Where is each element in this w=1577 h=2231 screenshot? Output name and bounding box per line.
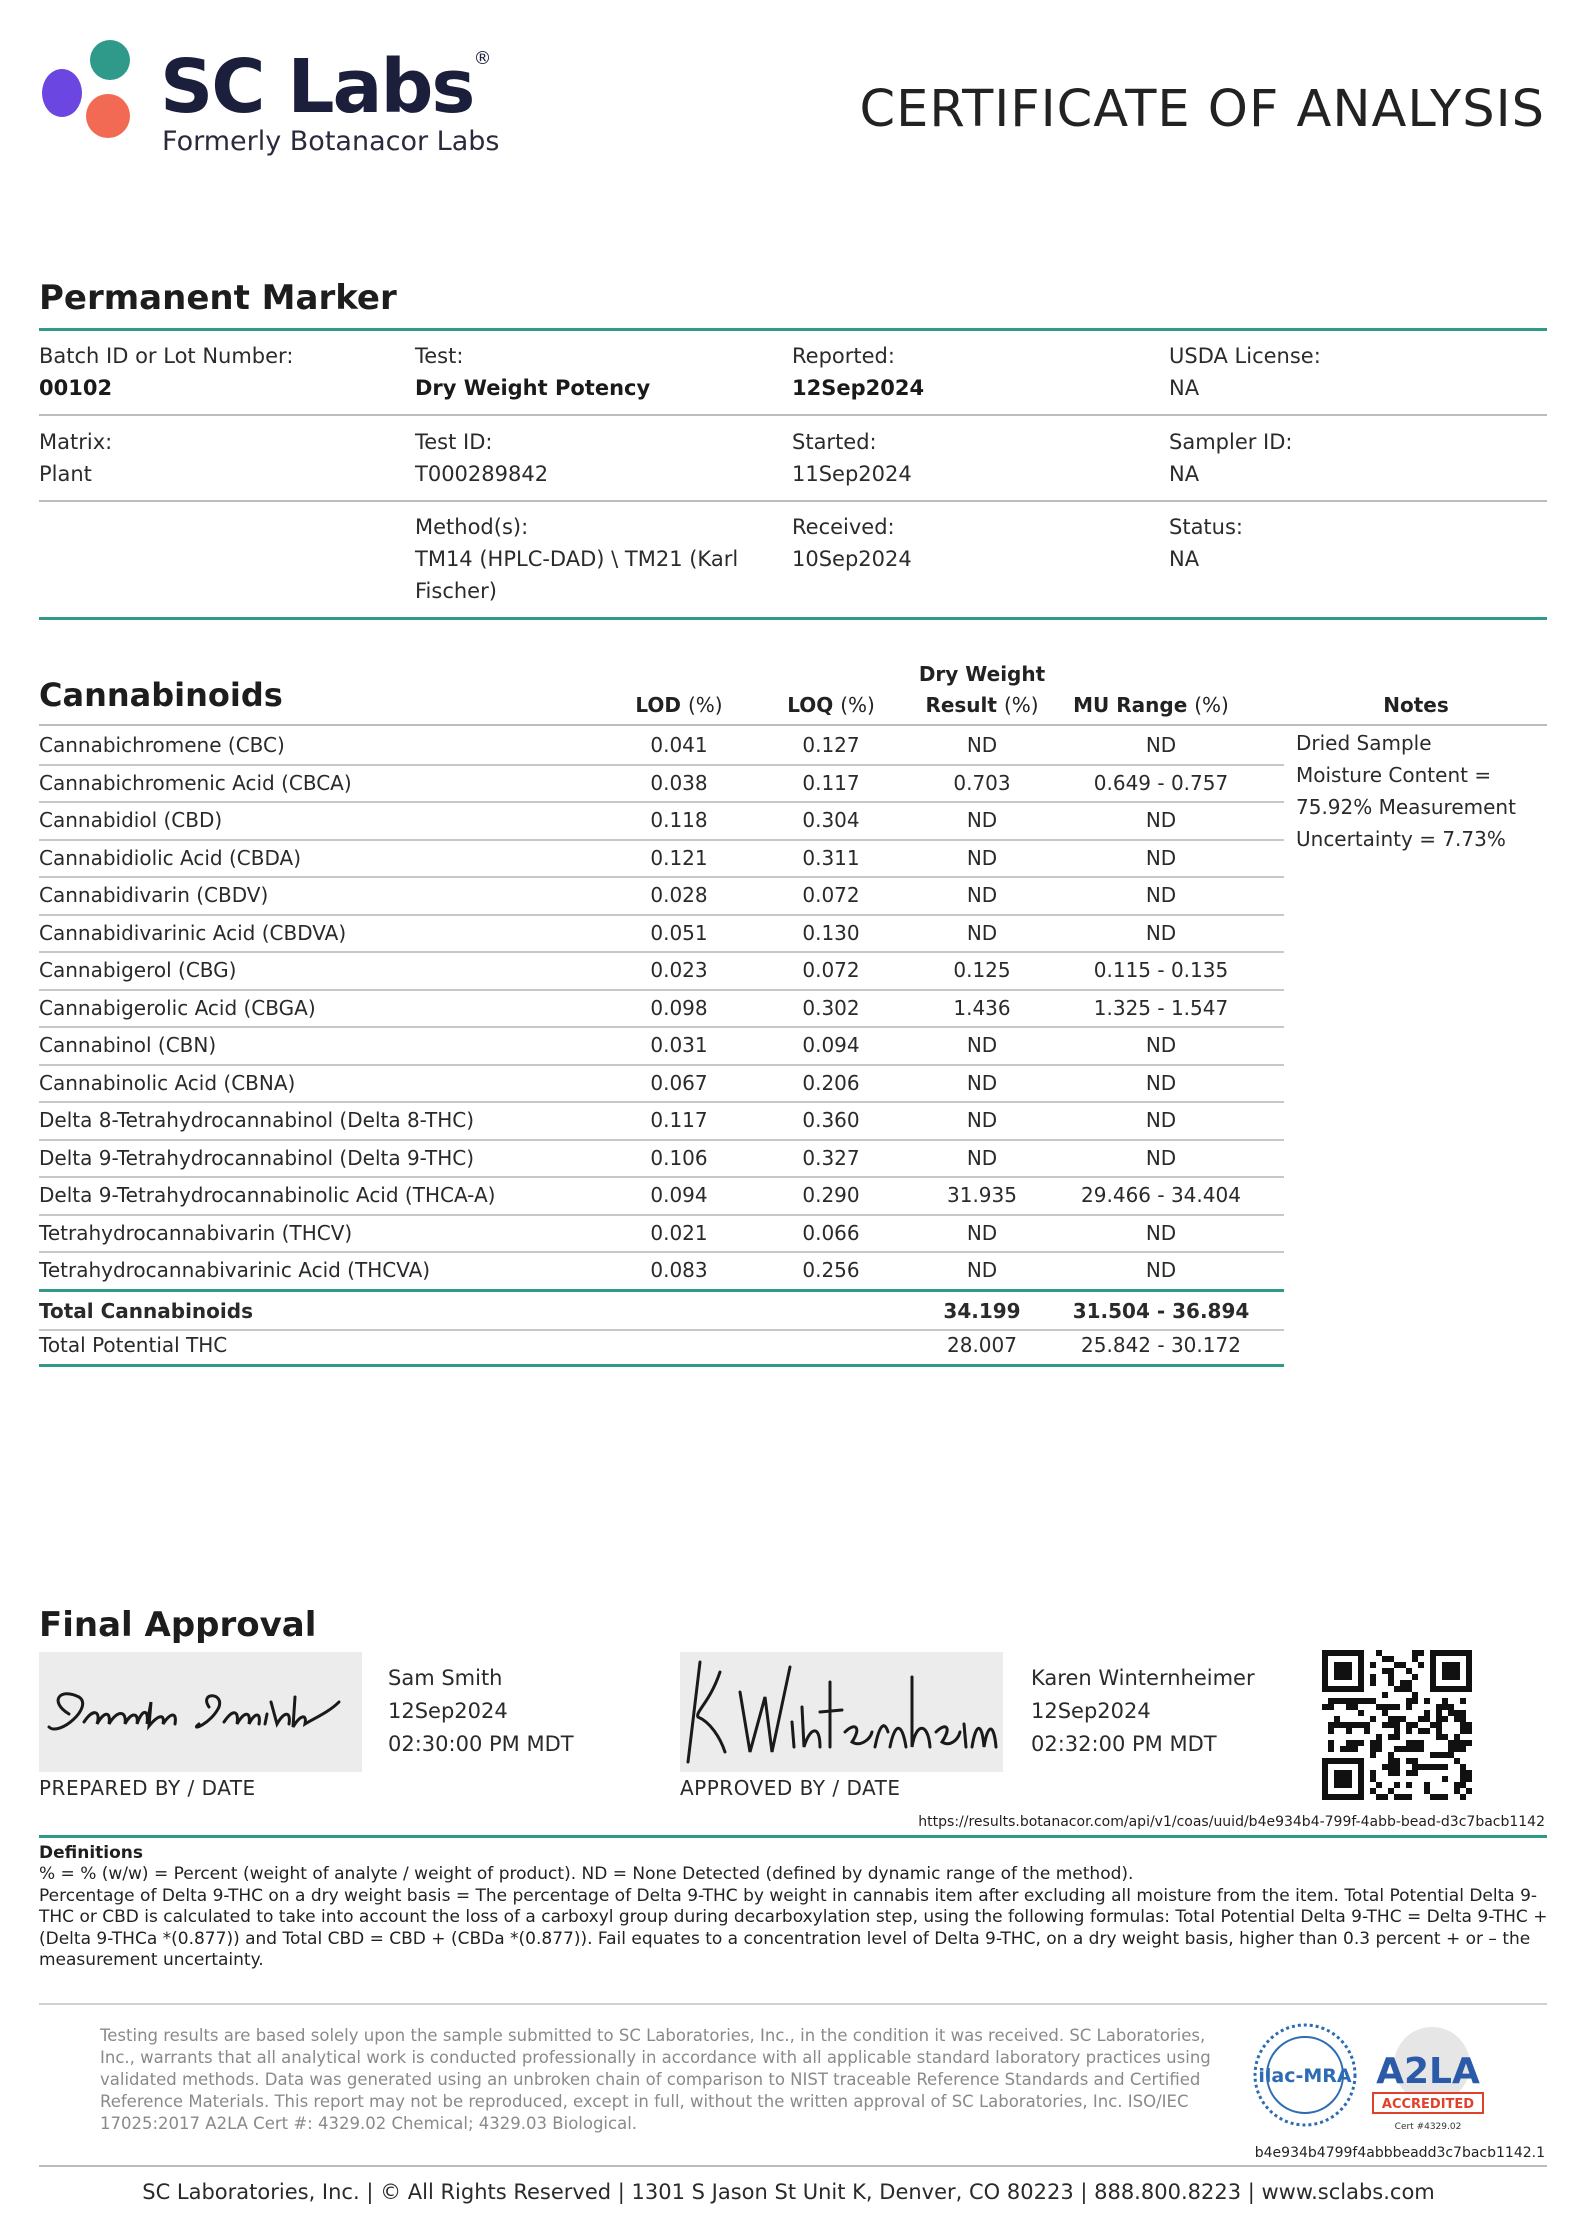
cell-mu: ND	[1145, 808, 1177, 832]
cell-name: Cannabidivarinic Acid (CBDVA)	[39, 920, 347, 945]
approver-time: 02:32:00 PM MDT	[1031, 1732, 1217, 1756]
definitions-title: Definitions	[39, 1843, 144, 1863]
cell-result: ND	[966, 1033, 998, 1057]
logo-dot-coral	[86, 94, 130, 138]
cell-result: 1.436	[953, 995, 1011, 1020]
cell-lod: 0.041	[650, 733, 708, 757]
cell-mu: 25.842 - 30.172	[1081, 1333, 1241, 1357]
divider	[39, 328, 1547, 331]
table-row	[39, 951, 1284, 991]
definition-line: % = % (w/w) = Percent (weight of analyte / weight of product). ND = None Detected (defined by dynamic range of the method).	[39, 1864, 1134, 1884]
cell-result: ND	[966, 733, 998, 757]
col-header-notes: Notes	[1383, 693, 1449, 717]
cell-mu: 1.325 - 1.547	[1093, 995, 1229, 1020]
table-row	[39, 764, 1284, 804]
cell-result: 28.007	[947, 1333, 1017, 1357]
cell-name: Cannabichromene (CBC)	[39, 733, 285, 757]
table-row	[39, 989, 1284, 1029]
cell-mu: ND	[1145, 845, 1177, 870]
cell-lod: 0.028	[650, 883, 708, 907]
svg-text:Cert #4329.02: Cert #4329.02	[1394, 2122, 1462, 2132]
table-row	[39, 1251, 1284, 1291]
cell-name: Delta 9-Tetrahydrocannabinol (Delta 9-THC)	[39, 1145, 475, 1170]
cell-name: Delta 8-Tetrahydrocannabinol (Delta 8-THC)	[39, 1108, 475, 1132]
disclaimer-text: Testing results are based solely upon the sample submitted to SC Laboratories, Inc., in the condition it was received. SC Laboratories, Inc., warrants that all analytical work is conducted professionally in accordance with all applicable standard laboratory practices using validated methods. Data was generated using an unbroken chain of comparison to NIST traceable Reference Standards and Certified Reference Materials. This report may not be reproduced, except in full, without the written approval of SC Laboratories, Inc. ISO/IEC 17025:2017 A2LA Cert #: 4329.02 Chemical; 4329.03 Biological.	[100, 2026, 1211, 2133]
table-row	[39, 1176, 1284, 1216]
cell-loq: 0.360	[802, 1108, 860, 1132]
cell-mu: 0.115 - 0.135	[1093, 958, 1229, 982]
table-row	[39, 1214, 1284, 1254]
divider	[39, 617, 1547, 620]
cell-loq: 0.094	[802, 1033, 860, 1057]
cell-loq: 0.206	[802, 1070, 860, 1095]
col-header-result: Dry Weight Result (%)	[918, 662, 1046, 717]
cell-lod: 0.051	[650, 920, 708, 945]
approver-name: Karen Winternheimer	[1031, 1666, 1255, 1690]
page-footer: SC Laboratories, Inc. | © All Rights Reserved | 1301 S Jason St Unit K, Denver, CO 80223 | 888.800.8223 | www.sclabs.com	[142, 2180, 1435, 2204]
ilac-mra-seal-icon	[1250, 2020, 1360, 2130]
table-row	[39, 876, 1284, 916]
cell-result: ND	[966, 1220, 998, 1245]
preparer-signature-icon	[39, 1652, 362, 1772]
brand-subtitle: Formerly Botanacor Labs	[162, 126, 500, 157]
cell-loq: 0.256	[802, 1258, 860, 1282]
methods-field: Method(s): TM14 (HPLC-DAD) \ TM21 (Karl Fischer)	[415, 515, 739, 603]
cell-mu: ND	[1145, 1145, 1177, 1170]
sampler-field: Sampler ID: NA	[1169, 430, 1293, 486]
batch-field: Batch ID or Lot Number: 00102	[39, 344, 294, 400]
cell-loq: 0.302	[802, 995, 860, 1020]
cell-name: Tetrahydrocannabivarin (THCV)	[39, 1220, 353, 1245]
started-field: Started: 11Sep2024	[792, 430, 912, 486]
cell-lod: 0.031	[650, 1033, 708, 1057]
col-header-mu-range: MU Range (%)	[1073, 693, 1229, 717]
document-title: CERTIFICATE OF ANALYSIS	[859, 80, 1545, 139]
cell-lod: 0.117	[650, 1108, 708, 1132]
cell-lod: 0.021	[650, 1220, 708, 1245]
cell-mu: ND	[1145, 1070, 1177, 1095]
cell-name: Cannabinol (CBN)	[39, 1033, 217, 1057]
approver-date: 12Sep2024	[1031, 1699, 1151, 1723]
logo-dot-teal	[90, 40, 130, 80]
cell-mu: ND	[1145, 1258, 1177, 1282]
cell-loq: 0.304	[802, 808, 860, 832]
brand-logo-icon	[40, 38, 140, 143]
total-thc-row	[39, 1326, 1284, 1367]
cell-loq: 0.127	[802, 733, 860, 757]
cell-result: ND	[966, 920, 998, 945]
coa-url[interactable]: https://results.botanacor.com/api/v1/coas/uuid/b4e934b4-799f-4abb-bead-d3c7bacb1142	[918, 1814, 1545, 1830]
cell-name: Cannabidivarin (CBDV)	[39, 883, 269, 907]
cell-lod: 0.083	[650, 1258, 708, 1282]
divider	[39, 1835, 1547, 1838]
cell-loq: 0.072	[802, 883, 860, 907]
cell-name: Cannabichromenic Acid (CBCA)	[39, 770, 352, 795]
a2la-accredited-seal-icon	[1370, 2025, 1485, 2135]
preparer-time: 02:30:00 PM MDT	[388, 1732, 574, 1756]
cell-name: Cannabigerolic Acid (CBGA)	[39, 995, 316, 1020]
cell-lod: 0.094	[650, 1183, 708, 1207]
cell-lod: 0.106	[650, 1145, 708, 1170]
section-title-final-approval: Final Approval	[39, 1605, 317, 1645]
table-row	[39, 726, 1284, 766]
reported-field: Reported: 12Sep2024	[792, 344, 925, 400]
svg-text:ilac-MRA: ilac-MRA	[1258, 2065, 1352, 2087]
cell-result: 34.199	[943, 1298, 1021, 1323]
qr-code-icon[interactable]	[1322, 1650, 1472, 1800]
logo-dot-purple	[42, 69, 82, 117]
table-row	[39, 1064, 1284, 1104]
cell-mu: ND	[1145, 1108, 1177, 1132]
preparer-caption: PREPARED BY / DATE	[39, 1776, 256, 1800]
approver-details	[1031, 1662, 1255, 1761]
cell-loq: 0.311	[802, 845, 860, 870]
cell-mu: ND	[1145, 883, 1177, 907]
col-header-lod: LOD (%)	[635, 693, 723, 717]
cell-name: Cannabidiol (CBD)	[39, 808, 223, 832]
cell-result: ND	[966, 845, 998, 870]
document-hash: b4e934b4799f4abbbeadd3c7bacb1142.1	[1254, 2145, 1545, 2161]
col-header-loq: LOQ (%)	[787, 693, 875, 717]
cell-mu: ND	[1145, 1220, 1177, 1245]
divider	[39, 2003, 1547, 2005]
table-notes: Dried Sample Moisture Content = 75.92% Measurement Uncertainty = 7.73%	[1296, 731, 1516, 851]
divider	[39, 2165, 1547, 2167]
cell-name: Delta 9-Tetrahydrocannabinolic Acid (THCA-A)	[39, 1183, 496, 1207]
cell-lod: 0.121	[650, 845, 708, 870]
cell-lod: 0.038	[650, 770, 708, 795]
cell-result: ND	[966, 1070, 998, 1095]
cell-name: Cannabigerol (CBG)	[39, 958, 237, 982]
cell-result: ND	[966, 883, 998, 907]
cell-mu: 29.466 - 34.404	[1081, 1183, 1241, 1207]
definition-line: Percentage of Delta 9-THC on a dry weight basis = The percentage of Delta 9-THC by weight in cannabis item after excluding all moisture from the item. Total Potential Delta 9-THC or CBD is calculated to take into account the loss of a carboxyl group during decarboxylation step, using the following formulas: Total Potential Delta 9-THC = Delta 9-THC + (Delta 9-THCa *(0.877)) and Total CBD = CBD + (CBDa *(0.877)). Fail equates to a concentration level of Delta 9-THC, on a dry weight basis, higher than 0.3 percent + or – the measurement uncertainty.	[39, 1885, 1548, 1970]
table-row	[39, 1139, 1284, 1179]
approver-caption: APPROVED BY / DATE	[680, 1776, 901, 1800]
cell-lod: 0.098	[650, 995, 708, 1020]
brand-registered-mark: ®	[473, 48, 492, 69]
approver-signature-icon	[680, 1652, 1003, 1772]
cell-loq: 0.117	[802, 770, 860, 795]
approver-signature-image	[680, 1652, 1003, 1772]
table-row	[39, 801, 1284, 841]
cell-name: Tetrahydrocannabivarinic Acid (THCVA)	[39, 1258, 431, 1282]
product-name: Permanent Marker	[39, 278, 397, 318]
cell-loq: 0.072	[802, 958, 860, 982]
status-field: Status: NA	[1169, 515, 1243, 571]
cell-mu: ND	[1145, 733, 1177, 757]
table-row	[39, 839, 1284, 879]
cell-loq: 0.290	[802, 1183, 860, 1207]
svg-text:ACCREDITED: ACCREDITED	[1381, 2097, 1475, 2112]
preparer-name: Sam Smith	[388, 1666, 503, 1690]
cell-name: Total Cannabinoids	[39, 1298, 253, 1323]
cell-loq: 0.066	[802, 1220, 860, 1245]
cell-loq: 0.130	[802, 920, 860, 945]
cell-result: 31.935	[947, 1183, 1017, 1207]
test-id-field: Test ID: T000289842	[415, 430, 549, 486]
cell-lod: 0.023	[650, 958, 708, 982]
test-field: Test: Dry Weight Potency	[415, 344, 651, 400]
preparer-signature-image	[39, 1652, 362, 1772]
cell-name: Cannabidiolic Acid (CBDA)	[39, 845, 301, 870]
usda-field: USDA License: NA	[1169, 344, 1321, 400]
preparer-details	[388, 1662, 574, 1761]
received-field: Received: 10Sep2024	[792, 515, 912, 571]
cell-mu: 0.649 - 0.757	[1093, 770, 1229, 795]
cell-lod: 0.118	[650, 808, 708, 832]
cell-result: ND	[966, 1108, 998, 1132]
table-row	[39, 1101, 1284, 1141]
table-row	[39, 914, 1284, 954]
cell-result: ND	[966, 808, 998, 832]
divider	[39, 414, 1547, 416]
svg-text:A2LA: A2LA	[1376, 2051, 1480, 2092]
cell-result: ND	[966, 1258, 998, 1282]
preparer-date: 12Sep2024	[388, 1699, 508, 1723]
section-title-cannabinoids: Cannabinoids	[39, 676, 283, 714]
cell-loq: 0.327	[802, 1145, 860, 1170]
cell-mu: ND	[1145, 1033, 1177, 1057]
cell-result: ND	[966, 1145, 998, 1170]
cell-mu: 31.504 - 36.894	[1072, 1298, 1250, 1323]
cell-mu: ND	[1145, 920, 1177, 945]
cell-result: 0.703	[953, 770, 1011, 795]
cell-lod: 0.067	[650, 1070, 708, 1095]
cell-result: 0.125	[953, 958, 1011, 982]
cell-name: Cannabinolic Acid (CBNA)	[39, 1070, 296, 1095]
divider	[39, 500, 1547, 502]
table-row	[39, 1026, 1284, 1066]
definitions-body	[39, 1864, 1549, 1972]
total-row	[39, 1289, 1284, 1332]
brand-name: SC Labs®	[160, 44, 492, 130]
matrix-field: Matrix: Plant	[39, 430, 113, 486]
cell-name: Total Potential THC	[39, 1333, 228, 1357]
